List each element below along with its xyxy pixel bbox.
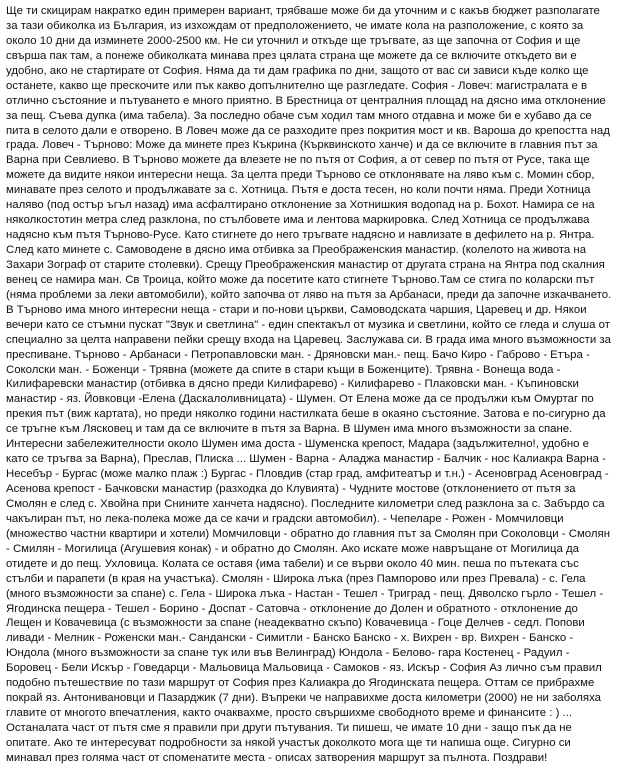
- travel-itinerary-text: Ще ти скицирам накратко един примерен вариант, трябваше може би да уточним и с какъв бюджет разполагате за тази обиколка из България, из изхождам от предположението, че имате кола на разположение, с която за около 10 дни да изминете 2000-2500 км. Не си уточнил и откъде ще тръгвате, аз ще започна от София и ще свърша пак там, а понеже обиколката минава през цялата страна ще можете да се включите откъдето ви е удобно, ако не стартирате от София. Няма да ти дам графика по дни, защото от вас си зависи къде колко ще останете, какво ще прескочите или пък какво допълнително ще разгледате. София - Ловеч: магистралата е в отлично състояние и пътуването е много приятно. В Брестница от централния площад на дясно има отклонение за пещ. Съева дупка (има табела). За последно обаче съм ходил там много отдавна и може би е хубаво да се пита в селото дали е отворено. В Ловеч може да се разходите през покрития мост и кв. Вароша до крепостта над града. Ловеч - Търново: Може да минете през Къкрина (Кърквинското ханче) и да се включите в главния път за Варна при Севлиево. В Търново можете да влезете не по пътя от София, а от север по пътя от Русе, така ще можете да видите някои интересни неща. За целта преди Търново се отклонявате на ляво към с. Момин сбор, минавате през селото и продължавате за с. Хотница. Пътя е доста тесен, но коли почти няма. Преди Хотница наляво (под остър ъгъл назад) има асфалтирано отклонение за Хотнишкия водопад на р. Бохот. Намира се на няколкостотин метра след разклона, по стълбовете има и лентова маркировка. След Хотница се продължава надясно към пътя Търново-Русе. Като стигнете до него тръгвате надясно и навлизате в дефилето на р. Янтра. След като минете с. Самоводене в дясно има отбивка за Преображенския манастир. (колелото на живота на Захари Зограф от старите столевки). Срещу Преображенския манастир от другата страна на Янтра под скалния венец се намира ман. Св Троица, който може да посетите като стигнете Търново.Там се стига по коларски път (няма проблеми за леки автомобили), който започва от ляво на пътя за Арбанаси, преди да започне изкачването. В Търново има много интересни неща - стари и по-нови църкви, Самоводската чаршия, Царевец и др. Някои вечери като се стъмни пускат "Звук и светлина" - един спектакъл от музика и светлини, който се гледа и слуша от специално за целта направени пейки срещу входа на Царевец. Заслужава си. В града има много възможности за преспиване. Търново - Арбанаси - Петропавловски ман. - Дряновски ман.- пещ. Бачо Киро - Габрово - Етъра - Соколски ман. - Боженци - Трявна (можете да спите в стари къщи в Боженците). Трявна - Вонеща вода - Килифаревски манастир (отбивка в дясно преди Килифарево) - Килифарево - Плаковски ман. - Къпиновски манастир - яз. Йовковци -Елена (Даскалоливницата) - Шумен. От Елена може да се продължи към Омуртаг по прекия път (виж картата), но преди няколко години настилката беше в окаяно състояние. Затова е по-сигурно да се тръгне към Лясковец и там да се включите в пътя за Варна. В Шумен има много възможности за спане. Интересни забележителности около Шумен има доста - Шуменска крепост, Мадара (задължително!, удобно е като се тръгва за Варна), Преслав, Плиска ... Шумен - Варна - Аладжа манастир - Балчик - нос Калиакра Варна - Несебър - Бургас (може малко плаж :) Бургас - Пловдив (стар град, амфитеатър и т.н.) - Асеновград Асеновград - Асенова крепост - Бачковски манастир (разходка до Клувията) - Чудните мостове (отклонението от пътя за Смолян е след с. Хвойна при Снините ханчета надясно). Последните километри след разклона за с. Забърдо са чакълиран път, но лека-полека може да се качи и градски автомобил). - Чепеларе - Рожен - Момчиловци (множество частни квартири и хотели) Момчиловци - обратно до главния път за Смолян при Соколовци - Смолян - Смилян - Могилица (Агушевия конак) - и обратно до Смолян. Ако искате може навръщане от Могилица да отидете и до пещ. Ухловица. Колата се оставя (има табели) и се върви около 40 мин. пеша по пътеката със стълби и парапети (в края на участъка). Смолян - Широка лъка (през Пампорово или през Превала) - с. Гела (много възможности за спане) с. Гела - Широка лъка - Настан - Тешел - Триград - пещ. Дяволско гърло - Тешел - Ягодинска пещера - Тешел - Борино - Доспат - Сатовча - отклонение до Долен и обратното - отклонение до Лещен и Ковачевица (с възможности за спане (неадекватно скъпо) Ковачевица - Гоце Делчев - седл. Попови ливади - Мелник - Роженски ман.- Сандански - Симитли - Банско Банско - х. Вихрен - вр. Вихрен - Банско - Юндола (много възможности за спане тук или във Велинград) Юндола - Белово- гара Костенец - Радуил - Боровец - Бели Искър - Говедарци - Мальовица Мальовица - Самоков - яз. Искър - София Аз личнo съм правил подобно пътешествие по тази маршрут от София през Калиакра до Ягодинската пещера. Оттам се прибрахме покрай яз. Антонивановци и Пазарджик (7 дни). Въпреки че направихме доста километри (2000) не ни заболяха главите от многото впечатления, както очаквахме, просто свършихме свободното време и финансите : ) ... Останалата част от пътя сме я правили при други пътувания. Ти пишеш, че имате 10 дни - защо пък да не опитате. Ако те интересуват подробности за някой участък доколкото мога ще ти напиша още. Сигурно си минавал през голяма част от споменатите места - описах затворения маршрут за пълнота. Поздрави!: [6, 5, 612, 764]
- page: [6, 4, 612, 766]
